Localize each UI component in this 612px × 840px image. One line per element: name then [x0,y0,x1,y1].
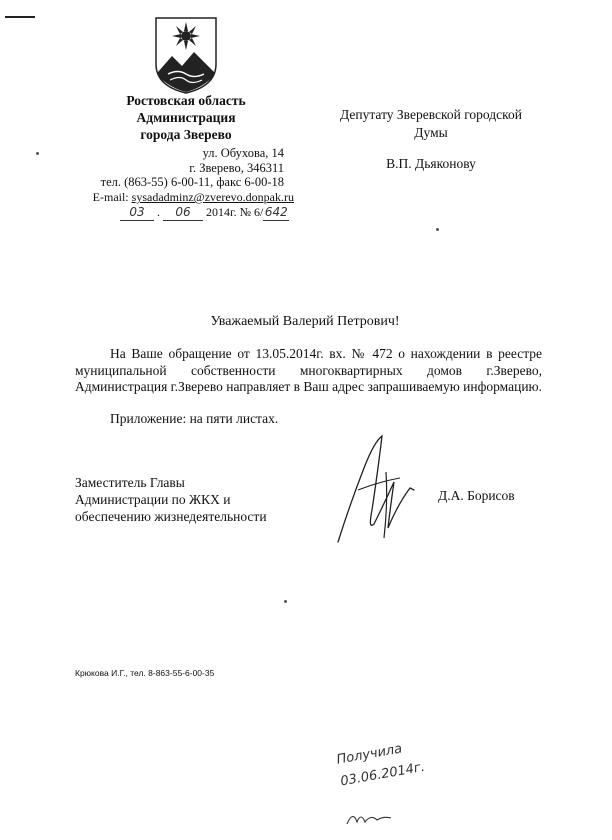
outgoing-date-number: 03 . 06 2014г. № 6/ 642 [120,204,300,221]
letter-greeting: Уважаемый Валерий Петрович! [210,314,400,329]
email-label: E-mail: [92,190,129,204]
recipient-title-line1: Депутату Зверевской городской [340,107,522,122]
street-address: ул. Обухова, 14 [202,146,284,160]
outgoing-number: 642 [264,205,288,219]
position-line3: обеспечению жизнедеятельности [75,509,267,524]
organization-name [96,92,276,143]
recipient-title-line2: Думы [414,125,448,140]
received-note [335,726,481,794]
scan-speck [284,600,287,603]
letter-body: На Ваше обращение от 13.05.2014г. вх. № 472 о нахождении в реестре муниципальной собственности многоквартирных домов г.Зверево, Администрация г.Зверево направляет в Ваш адрес запрашиваемую информацию. [75,346,543,394]
sun-icon [172,22,200,50]
org-line-administration: Администрация [136,110,236,125]
received-signature [345,806,395,830]
date-day: 03 [120,204,154,221]
received-word: Получила [335,741,404,768]
org-line-city: города Зверево [140,127,232,142]
signer-name: Д.А. Борисов [438,488,515,503]
date-year-number: 2014г. № 6/ [206,205,264,219]
header-rule [5,16,35,18]
coat-of-arms-emblem [152,16,220,94]
position-line2: Администрации по ЖКХ и [75,492,231,507]
recipient-name: В.П. Дьяконову [386,156,476,171]
email-address: sysadadminz@zverevo.donpak.ru [131,190,294,204]
executor-contact: Крюкова И.Г., тел. 8-863-55-6-00-35 [75,668,215,678]
org-line-region: Ростовская область [126,93,246,108]
city-postcode: г. Зверево, 346311 [189,160,284,175]
received-date: 03.06.2014г. [339,759,427,790]
signatory-position [75,474,315,525]
attachment-note: Приложение: на пяти листах. [110,411,279,426]
email-line [84,190,294,204]
phone-fax: тел. (863-55) 6-00-11, факс 6-00-18 [100,175,284,189]
scan-speck [36,152,39,155]
handwritten-signature [328,432,418,547]
date-month: 06 [163,204,203,221]
scan-speck [436,228,439,231]
sender-address [84,146,284,190]
recipient-block [316,106,546,142]
position-line1: Заместитель Главы [75,475,185,490]
